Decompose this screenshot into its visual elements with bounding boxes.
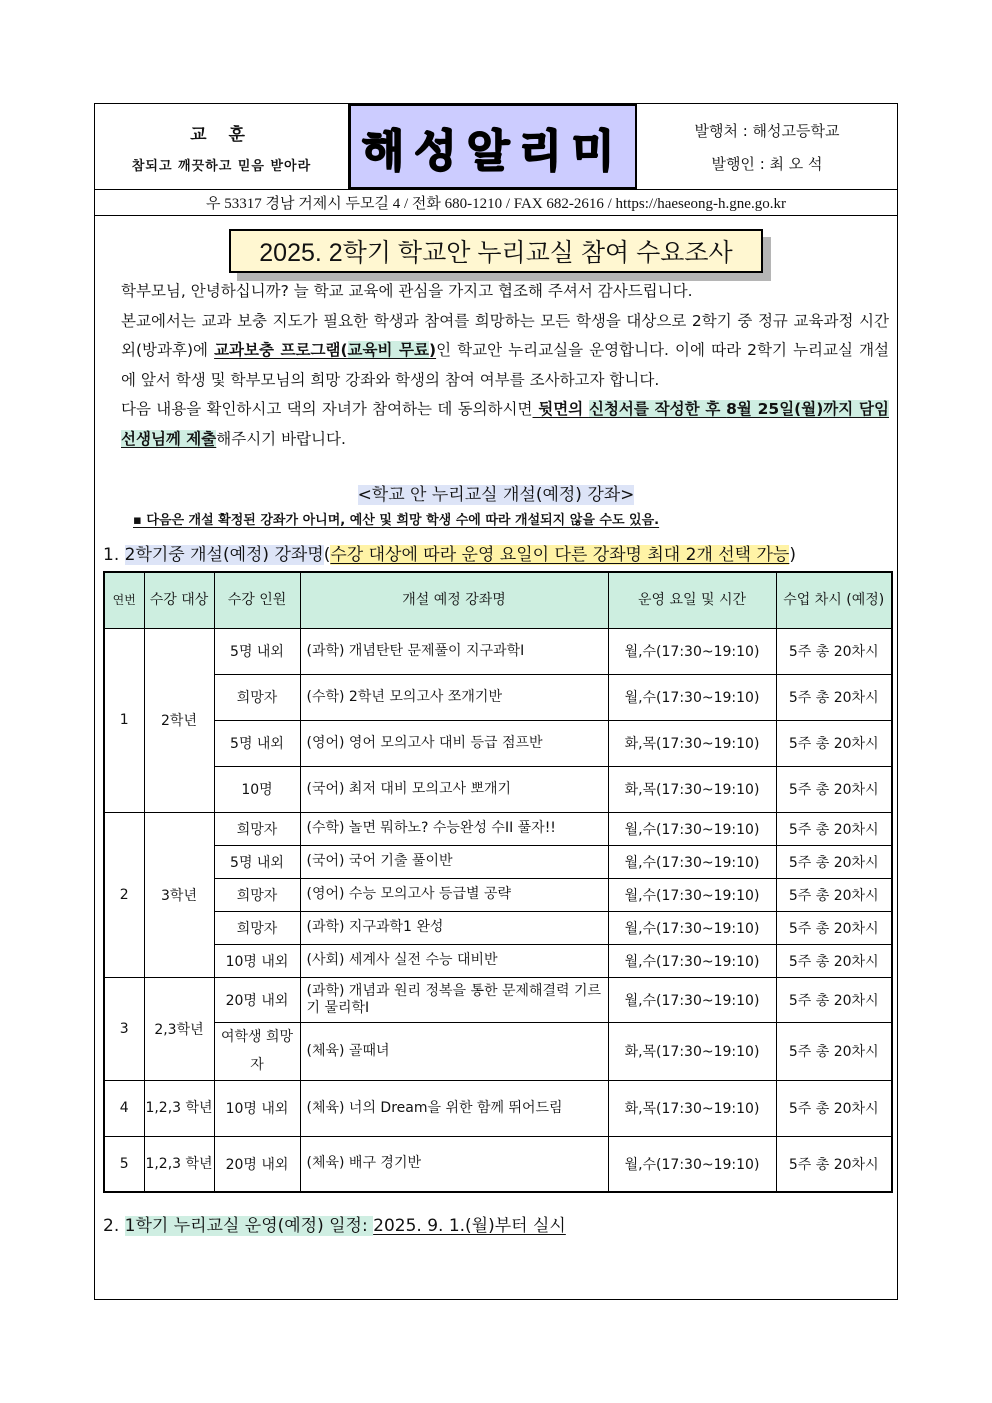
- table-row: [104, 878, 892, 911]
- course-name: (수학) 놀면 뭐하노? 수능완성 수II 풀자!!: [300, 812, 608, 845]
- schedule: 월,수(17:30~19:10): [608, 878, 776, 911]
- sessions: 5주 총 20차시: [776, 1136, 892, 1192]
- sessions: 5주 총 20차시: [776, 977, 892, 1022]
- group-no: 2: [104, 812, 144, 977]
- header-schedule: 운영 요일 및 시간: [608, 572, 776, 628]
- table-row: [104, 1080, 892, 1136]
- publisher: 발행처 : 해성고등학교: [694, 121, 840, 140]
- group-target: 1,2,3 학년: [144, 1080, 214, 1136]
- section-2-heading: 2. 1학기 누리교실 운영(예정) 일정: 2025. 9. 1.(월)부터 실시: [103, 1216, 566, 1236]
- sessions: 5주 총 20차시: [776, 674, 892, 720]
- course-name: (과학) 개념과 원리 정복을 통한 문제해결력 기르기 물리학I: [300, 977, 608, 1022]
- table-row: [104, 944, 892, 977]
- header-capacity: 수강 인원: [214, 572, 300, 628]
- sessions: 5주 총 20차시: [776, 720, 892, 766]
- course-name: (국어) 최저 대비 모의고사 뽀개기: [300, 766, 608, 812]
- schedule: 월,수(17:30~19:10): [608, 911, 776, 944]
- intro-paragraph-1: 학부모님, 안녕하십니까? 늘 학교 교육에 관심을 가지고 협조해 주셔서 감사드립니다.: [121, 282, 693, 300]
- course-name: (체육) 골때녀: [300, 1022, 608, 1080]
- newsletter-header: [95, 104, 897, 190]
- capacity: 여학생 희망자: [214, 1022, 300, 1080]
- table-row: [104, 1136, 892, 1192]
- schedule: 월,수(17:30~19:10): [608, 845, 776, 878]
- capacity: 희망자: [214, 674, 300, 720]
- issuer: 발행인 : 최 오 석: [711, 154, 823, 173]
- section-subheading: <학교 안 누리교실 개설(예정) 강좌>: [357, 485, 635, 505]
- school-address: 우 53317 경남 거제시 두모길 4 / 전화 680-1210 / FAX 682-2616 / https://haeseong-h.gne.go.kr: [95, 190, 897, 216]
- group-no: 1: [104, 628, 144, 812]
- capacity: 희망자: [214, 878, 300, 911]
- sessions: 5주 총 20차시: [776, 944, 892, 977]
- capacity: 희망자: [214, 911, 300, 944]
- sessions: 5주 총 20차시: [776, 628, 892, 674]
- table-row: [104, 911, 892, 944]
- banner-title: 해성알리미: [361, 125, 625, 177]
- group-no: 3: [104, 977, 144, 1080]
- course-name: (체육) 배구 경기반: [300, 1136, 608, 1192]
- disclaimer-note: ▪ 다음은 개설 확정된 강좌가 아니며, 예산 및 희망 학생 수에 따라 개설되지 않을 수도 있음.: [133, 513, 660, 528]
- header-sessions: 수업 차시 (예정): [776, 572, 892, 628]
- course-table: [103, 571, 893, 1193]
- group-no: 4: [104, 1080, 144, 1136]
- group-target: 3학년: [144, 812, 214, 977]
- sessions: 5주 총 20차시: [776, 845, 892, 878]
- header-no: 연번: [104, 572, 144, 628]
- group-target: 2학년: [144, 628, 214, 812]
- table-row: [104, 977, 892, 1022]
- schedule: 월,수(17:30~19:10): [608, 674, 776, 720]
- course-name: (수학) 2학년 모의고사 쪼개기반: [300, 674, 608, 720]
- capacity: 20명 내외: [214, 977, 300, 1022]
- sessions: 5주 총 20차시: [776, 1022, 892, 1080]
- capacity: 5명 내외: [214, 628, 300, 674]
- capacity: 희망자: [214, 812, 300, 845]
- group-target: 2,3학년: [144, 977, 214, 1080]
- capacity: 10명 내외: [214, 944, 300, 977]
- sessions: 5주 총 20차시: [776, 766, 892, 812]
- table-row: [104, 1022, 892, 1080]
- capacity: 5명 내외: [214, 720, 300, 766]
- schedule: 화,목(17:30~19:10): [608, 1080, 776, 1136]
- capacity: 10명 내외: [214, 1080, 300, 1136]
- table-row: [104, 720, 892, 766]
- course-name: (사회) 세계사 실전 수능 대비반: [300, 944, 608, 977]
- school-motto: [95, 104, 349, 189]
- table-row: [104, 845, 892, 878]
- capacity: 20명 내외: [214, 1136, 300, 1192]
- document-title-box: [229, 229, 762, 273]
- course-name: (영어) 영어 모의고사 대비 등급 점프반: [300, 720, 608, 766]
- intro-paragraph-3: 다음 내용을 확인하시고 댁의 자녀가 참여하는 데 동의하시면 뒷면의 신청서를 작성한 후 8월 25일(월)까지 담임선생님께 제출해주시기 바랍니다.: [121, 400, 889, 448]
- header-course: 개설 예정 강좌명: [300, 572, 608, 628]
- course-name: (국어) 국어 기출 풀이반: [300, 845, 608, 878]
- motto-title: 교 훈: [190, 124, 253, 145]
- schedule: 화,목(17:30~19:10): [608, 766, 776, 812]
- section-1-heading: 1. 2학기중 개설(예정) 강좌명(수강 대상에 따라 운영 요일이 다른 강좌명 최대 2개 선택 가능): [103, 545, 796, 565]
- table-header-row: [104, 572, 892, 628]
- motto-text: 참되고 깨끗하고 믿음 받아라: [131, 158, 312, 174]
- schedule: 월,수(17:30~19:10): [608, 944, 776, 977]
- newsletter-page: [94, 103, 898, 1300]
- schedule: 화,목(17:30~19:10): [608, 1022, 776, 1080]
- group-target: 1,2,3 학년: [144, 1136, 214, 1192]
- course-name: (영어) 수능 모의고사 등급별 공략: [300, 878, 608, 911]
- table-row: [104, 766, 892, 812]
- schedule: 월,수(17:30~19:10): [608, 628, 776, 674]
- table-row: [104, 812, 892, 845]
- schedule: 월,수(17:30~19:10): [608, 1136, 776, 1192]
- sessions: 5주 총 20차시: [776, 812, 892, 845]
- table-row: [104, 674, 892, 720]
- schedule: 월,수(17:30~19:10): [608, 977, 776, 1022]
- group-no: 5: [104, 1136, 144, 1192]
- capacity: 10명: [214, 766, 300, 812]
- schedule: 월,수(17:30~19:10): [608, 812, 776, 845]
- document-body: [95, 229, 897, 1236]
- newsletter-banner: [349, 104, 637, 189]
- capacity: 5명 내외: [214, 845, 300, 878]
- publisher-info: [637, 104, 897, 189]
- sessions: 5주 총 20차시: [776, 911, 892, 944]
- schedule: 화,목(17:30~19:10): [608, 720, 776, 766]
- course-name: (과학) 지구과학1 완성: [300, 911, 608, 944]
- intro-paragraph-2: 본교에서는 교과 보충 지도가 필요한 학생과 참여를 희망하는 모든 학생을 대상으로 2학기 중 정규 교육과정 시간 외(방과후)에 교과보충 프로그램(교육비 무료)인 학교안 누리교실을 운영합니다. 이에 따라 2학기 누리교실 개설에 앞서 학생 및 학부모님의 희망 강좌와 학생의 참여 여부를 조사하고자 합니다.: [121, 311, 890, 389]
- course-name: (체육) 너의 Dream을 위한 함께 뛰어드림: [300, 1080, 608, 1136]
- table-row: [104, 628, 892, 674]
- header-target: 수강 대상: [144, 572, 214, 628]
- sessions: 5주 총 20차시: [776, 1080, 892, 1136]
- document-title: 2025. 2학기 학교안 누리교실 참여 수요조사: [229, 229, 762, 273]
- sessions: 5주 총 20차시: [776, 878, 892, 911]
- course-name: (과학) 개념탄탄 문제풀이 지구과학I: [300, 628, 608, 674]
